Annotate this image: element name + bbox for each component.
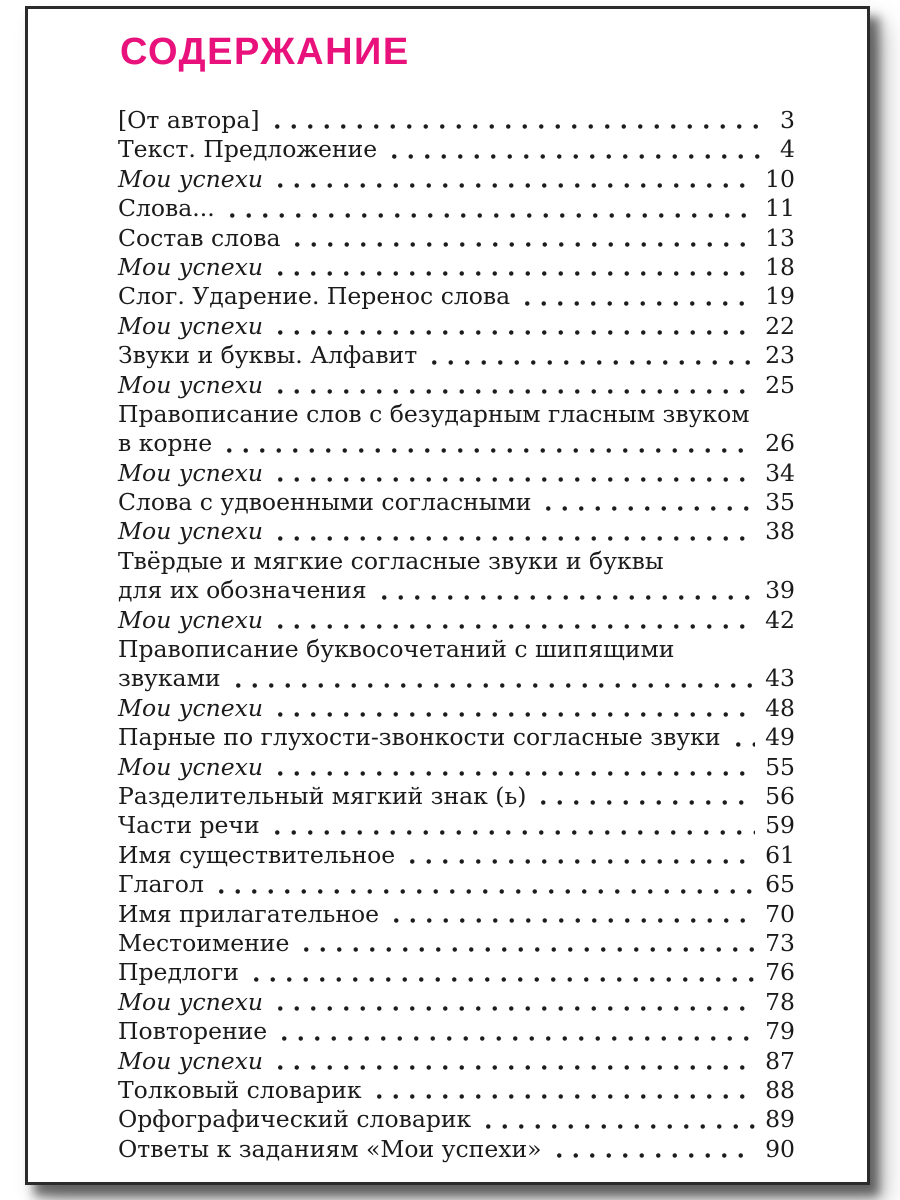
toc-entry <box>118 459 795 488</box>
toc-entry <box>118 811 795 840</box>
toc-entry-title: Мои успехи <box>118 458 264 487</box>
toc-entry-page-number: 76 <box>765 958 795 987</box>
dot-leader <box>551 1135 756 1164</box>
toc-entry <box>118 106 795 135</box>
toc-entry-title: Правописание буквосочетаний с шипящими <box>118 635 675 664</box>
toc-entry <box>118 224 795 253</box>
toc-entry <box>118 1135 795 1164</box>
toc-entry-page-number: 73 <box>765 928 795 957</box>
dot-leader <box>272 1047 755 1076</box>
toc-entry-page-number: 4 <box>780 135 795 164</box>
toc-entry <box>118 488 795 517</box>
toc-entry-page-number: 65 <box>765 870 795 899</box>
toc-entry <box>118 1076 795 1105</box>
toc-entry <box>118 429 795 458</box>
toc-entry-title: в корне <box>118 429 213 458</box>
dot-leader <box>371 1076 756 1105</box>
toc-entry <box>118 723 795 752</box>
toc-entry-title: Мои успехи <box>118 752 264 781</box>
toc-entry <box>118 929 795 958</box>
toc-entry-page-number: 87 <box>765 1046 795 1075</box>
toc-entry-title: Мои успехи <box>118 987 264 1016</box>
toc-entry <box>118 312 795 341</box>
toc-entry <box>118 547 795 576</box>
dot-leader <box>221 429 755 458</box>
toc-entry-title: Парные по глухости-звонкости согласные звуки <box>118 723 721 752</box>
dot-leader <box>272 371 755 400</box>
dot-leader <box>519 282 755 311</box>
toc-entry-page-number: 56 <box>765 781 795 810</box>
toc-entry <box>118 282 795 311</box>
toc-entry-page-number: 49 <box>765 723 795 752</box>
dot-leader <box>213 870 755 899</box>
toc-entry-page-number: 38 <box>765 517 795 546</box>
toc-entry-title: Звуки и буквы. Алфавит <box>118 341 418 370</box>
toc-entry-title: Мои успехи <box>118 1046 264 1075</box>
toc-entry-title: Глагол <box>118 870 204 899</box>
toc-entry-title: Мои успехи <box>118 164 264 193</box>
toc-entry <box>118 1047 795 1076</box>
toc-entry <box>118 958 795 987</box>
toc-entry-page-number: 61 <box>765 840 795 869</box>
toc-entry-page-number: 89 <box>765 1105 795 1134</box>
toc-entry-title: звуками <box>118 664 221 693</box>
dot-leader <box>272 753 755 782</box>
toc-entry <box>118 988 795 1017</box>
toc-entry-title: Мои успехи <box>118 370 264 399</box>
toc-entry-page-number: 55 <box>765 752 795 781</box>
toc-entry-page-number: 39 <box>765 576 795 605</box>
toc-entry-page-number: 78 <box>765 987 795 1016</box>
toc-entry-page-number: 70 <box>765 899 795 928</box>
toc-entry-title: Текст. Предложение <box>118 135 378 164</box>
dot-leader <box>404 841 755 870</box>
toc-entry-page-number: 59 <box>765 811 795 840</box>
toc-entry-page-number: 11 <box>765 194 795 223</box>
toc-entry-title: Правописание слов с безударным гласным звуком <box>118 399 750 428</box>
toc-entry-page-number: 48 <box>765 693 795 722</box>
dot-leader <box>426 341 755 370</box>
toc-entry-page-number: 90 <box>765 1134 795 1163</box>
dot-leader <box>272 312 755 341</box>
toc-entry-title: Разделительный мягкий знак (ь) <box>118 781 527 810</box>
toc-entry-title: Имя существительное <box>118 840 396 869</box>
toc-entry <box>118 341 795 370</box>
toc-entry-title: Ответы к заданиям «Мои успехи» <box>118 1134 542 1163</box>
dot-leader <box>298 929 755 958</box>
toc-entry-page-number: 35 <box>765 488 795 517</box>
toc-entry <box>118 165 795 194</box>
toc-entry-page-number: 22 <box>765 311 795 340</box>
dot-leader <box>272 165 755 194</box>
dot-leader <box>376 576 755 605</box>
toc-entry <box>118 841 795 870</box>
toc-entry-title: Местоимение <box>118 928 290 957</box>
toc-entry <box>118 753 795 782</box>
toc-entry-page-number: 34 <box>765 458 795 487</box>
toc-entry <box>118 635 795 664</box>
dot-leader <box>272 517 755 546</box>
dot-leader <box>224 194 755 223</box>
dot-leader <box>540 488 755 517</box>
dot-leader <box>272 606 755 635</box>
dot-leader <box>272 988 755 1017</box>
toc-entry-title: [От автора] <box>118 106 260 134</box>
dot-leader <box>289 224 755 253</box>
book-page <box>25 6 870 1185</box>
dot-leader <box>730 723 756 752</box>
toc-entry <box>118 194 795 223</box>
toc-entry-title: Мои успехи <box>118 693 264 722</box>
dot-leader <box>269 811 755 840</box>
toc-entry <box>118 900 795 929</box>
dot-leader <box>272 459 755 488</box>
toc-entry-page-number: 26 <box>765 429 795 458</box>
toc-entry-title: Орфографический словарик <box>118 1105 472 1134</box>
dot-leader <box>272 694 755 723</box>
dot-leader <box>480 1105 755 1134</box>
dot-leader <box>388 900 755 929</box>
toc-entry <box>118 870 795 899</box>
dot-leader <box>276 1017 755 1046</box>
toc-entry-page-number: 19 <box>765 282 795 311</box>
toc-entry-title: Толковый словарик <box>118 1075 362 1104</box>
toc-entry-page-number: 42 <box>765 605 795 634</box>
toc-entry-page-number: 10 <box>765 164 795 193</box>
toc-entry-title: Мои успехи <box>118 252 264 281</box>
toc-entry <box>118 135 795 164</box>
toc-entry-title: Слова... <box>118 194 215 223</box>
toc-entry <box>118 1105 795 1134</box>
dot-leader <box>269 106 761 135</box>
toc-entry-page-number: 88 <box>765 1075 795 1104</box>
toc-entry <box>118 576 795 605</box>
toc-entry-title: Имя прилагательное <box>118 899 380 928</box>
dot-leader <box>230 664 756 693</box>
toc-entry <box>118 664 795 693</box>
toc-entry-title: Части речи <box>118 811 260 840</box>
toc-entry <box>118 371 795 400</box>
toc-entry <box>118 606 795 635</box>
toc-entry-title: Повторение <box>118 1017 268 1046</box>
toc-entry-title: Слова с удвоенными согласными <box>118 488 532 517</box>
dot-leader <box>248 958 755 987</box>
toc-entry-title: Мои успехи <box>118 311 264 340</box>
toc-entry-title: Мои успехи <box>118 605 264 634</box>
page-title: СОДЕРЖАНИЕ <box>120 31 410 73</box>
toc-entry <box>118 517 795 546</box>
toc-entry <box>118 694 795 723</box>
toc-entry-title: Твёрдые и мягкие согласные звуки и буквы <box>118 546 664 575</box>
dot-leader <box>272 253 755 282</box>
toc-entry-page-number: 18 <box>765 252 795 281</box>
toc-entry-page-number: 13 <box>765 223 795 252</box>
toc-entry-page-number: 79 <box>765 1017 795 1046</box>
toc-entry-title: Состав слова <box>118 223 281 252</box>
toc-entry-title: для их обозначения <box>118 576 367 605</box>
toc-entry-page-number: 25 <box>765 370 795 399</box>
toc-list <box>118 106 795 1164</box>
dot-leader <box>535 782 755 811</box>
toc-entry-title: Мои успехи <box>118 517 264 546</box>
toc-entry <box>118 1017 795 1046</box>
toc-entry <box>118 400 795 429</box>
toc-entry-page-number: 23 <box>765 341 795 370</box>
toc-entry <box>118 782 795 811</box>
toc-entry-title: Слог. Ударение. Перенос слова <box>118 282 511 311</box>
toc-entry-page-number: 3 <box>780 106 795 134</box>
toc-entry <box>118 253 795 282</box>
toc-entry-page-number: 43 <box>765 664 795 693</box>
dot-leader <box>386 135 761 164</box>
toc-entry-title: Предлоги <box>118 958 239 987</box>
